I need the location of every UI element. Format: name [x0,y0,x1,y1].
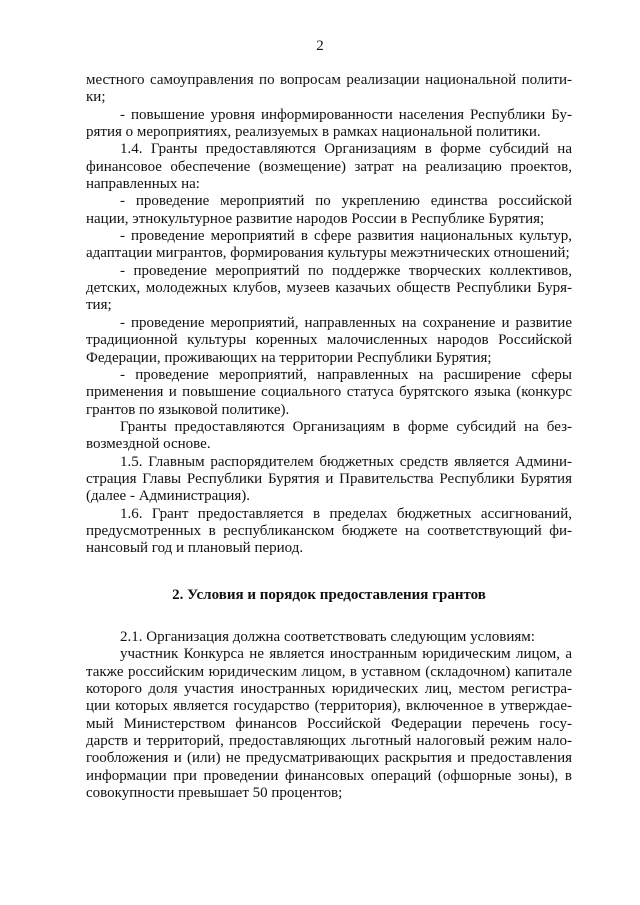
paragraph: местного самоуправления по вопросам реализации национальной полити-ки; [86,72,572,106]
paragraph: - повышение уровня информированности населения Республики Бу-рятия о мероприятиях, реализуемых в рамках национальной политики. [86,106,572,141]
paragraph: участник Конкурса не является иностранным юридическим лицом, а также российским юридическим лицом, в уставном (складочном) капитале которого доля участия иностранных юридических лиц, местом регистра-ции которых является государство (территория), включенное в утверждае-мый Министерством финансов Российской Федерации перечень госу-дарств и территорий, предоставляющих льготный налоговый режим нало-гообложения и (или) не предусматривающих раскрытия и предоставления информации при проведении финансовых операций (офшорные зоны), в совокупности превышает 50 процентов; [86,646,572,802]
document-body [86,72,572,802]
paragraph: Гранты предоставляются Организациям в форме субсидий на без-возмездной основе. [86,418,572,453]
paragraph: 2.1. Организация должна соответствовать следующим условиям: [120,628,535,645]
paragraph: 1.5. Главным распорядителем бюджетных средств является Админи-страция Главы Республики Бурятия и Правительства Республики Бурятия (далее - Администрация). [86,453,572,505]
paragraph: 1.6. Грант предоставляется в пределах бюджетных ассигнований, предусмотренных в республиканском бюджете на соответствующий фи-нансовый год и плановый период. [86,505,572,557]
paragraph: - проведение мероприятий в сфере развития национальных культур, адаптации мигрантов, формирования культуры межэтнических отношений; [86,228,572,262]
section-heading: 2. Условия и порядок предоставления грантов [172,586,486,603]
paragraph: - проведение мероприятий, направленных на расширение сферы применения и повышение социального статуса бурятского языка (конкурс грантов по языковой политике). [86,366,572,418]
paragraph: - проведение мероприятий по укреплению единства российской нации, этнокультурное развитие народов России в Республике Бурятия; [86,193,572,227]
paragraph: - проведение мероприятий по поддержке творческих коллективов, детских, молодежных клубов, музеев казачьих обществ Республики Буря-тия; [86,262,572,314]
paragraph: - проведение мероприятий, направленных на сохранение и развитие традиционной культуры коренных малочисленных народов Российской Федерации, проживающих на территории Республики Бурятия; [86,314,572,366]
paragraph: 1.4. Гранты предоставляются Организациям в форме субсидий на финансовое обеспечение (возмещение) затрат на реализацию проектов, направленных на: [86,141,572,193]
page-number: 2 [316,38,324,54]
